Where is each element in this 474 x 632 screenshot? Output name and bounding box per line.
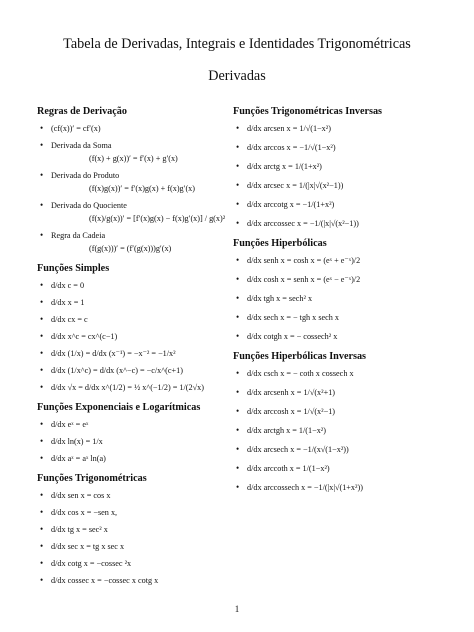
list-item [37, 230, 223, 254]
list-item [233, 180, 448, 191]
list-item [233, 482, 448, 493]
list-item [233, 368, 448, 379]
list-item [37, 297, 223, 308]
list-item [37, 436, 223, 447]
item-text: • d/dx arccoth x = 1/(1−x²) [247, 464, 330, 473]
item-text: • d/dx cosh x = senh x = (eˣ − e⁻ˣ)/2 [247, 275, 361, 284]
list-item [37, 575, 223, 586]
list-item [37, 382, 223, 393]
list-item [37, 280, 223, 291]
section-heading: Funções Hiperbólicas Inversas [233, 351, 367, 362]
section-heading: Funções Trigonométricas Inversas [233, 106, 383, 117]
item-text: • (cf(x))′ = cf′(x) [51, 124, 101, 133]
item-text: • d/dx x^c = cx^(c−1) [51, 332, 118, 341]
formula-list [37, 280, 223, 393]
list-item [233, 255, 448, 266]
item-text: • d/dx arccotg x = −1/(1+x²) [247, 200, 335, 209]
item-text: • d/dx sech x = − tgh x sech x [247, 313, 340, 322]
list-item [233, 312, 448, 323]
item-text: • d/dx arctgh x = 1/(1−x²) [247, 426, 326, 435]
list-item [37, 314, 223, 325]
left-column [37, 106, 226, 592]
right-column [233, 106, 448, 501]
item-text: • d/dx (1/x^c) = d/dx (x^−c) = −c/x^(c+1) [51, 366, 183, 375]
item-text: • d/dx cotgh x = − cossech² x [247, 332, 338, 341]
section-title: Derivadas [208, 68, 266, 84]
item-text: • d/dx arcsech x = −1/(x√(1−x²)) [247, 445, 349, 454]
list-item [233, 331, 448, 342]
formula-list [37, 419, 223, 464]
item-text: • Derivada do Produto [51, 171, 120, 180]
list-item [233, 161, 448, 172]
item-text: • d/dx aˣ = aˣ ln(a) [51, 454, 106, 463]
list-item [37, 348, 223, 359]
document-title: Tabela de Derivadas, Integrais e Identidades Trigonométricas [63, 36, 411, 52]
item-text: • d/dx arcsenh x = 1/√(x²+1) [247, 388, 336, 397]
item-text: • d/dx cos x = −sen x, [51, 508, 118, 517]
list-item [233, 274, 448, 285]
item-formula: (f(x)g(x))′ = f′(x)g(x) + f(x)g′(x) [89, 184, 195, 193]
section-heading: Funções Simples [37, 263, 110, 274]
formula-list [233, 123, 448, 229]
item-text: • d/dx arccossec x = −1/(|x|√(x²−1)) [247, 219, 359, 228]
list-item [37, 453, 223, 464]
item-formula: (f(x) + g(x))′ = f′(x) + g′(x) [89, 154, 178, 163]
list-item [37, 140, 223, 164]
item-text: • Derivada da Soma [51, 141, 112, 150]
item-text: • d/dx senh x = cosh x = (eˣ + e⁻ˣ)/2 [247, 256, 361, 265]
item-text: • d/dx (1/x) = d/dx (x⁻¹) = −x⁻² = −1/x² [51, 349, 176, 358]
item-text: • d/dx arccosh x = 1/√(x²−1) [247, 407, 336, 416]
item-formula: (f(x)/g(x))′ = [f′(x)g(x) − f(x)g′(x)] / g(x)² [89, 214, 226, 223]
item-text: • d/dx sen x = cos x [51, 491, 111, 500]
item-text: • d/dx arccossech x = −1/(|x|√(1+x²)) [247, 483, 363, 492]
list-item [233, 444, 448, 455]
list-item [37, 123, 223, 134]
item-text: • d/dx arctg x = 1/(1+x²) [247, 162, 322, 171]
item-text: • Derivada do Quociente [51, 201, 127, 210]
section-heading: Funções Hiperbólicas [233, 238, 327, 249]
item-text: • d/dx ln(x) = 1/x [51, 437, 103, 446]
item-text: • d/dx c = 0 [51, 281, 85, 290]
list-item [233, 387, 448, 398]
list-item [37, 170, 223, 194]
item-text: • d/dx cossec x = −cossec x cotg x [51, 576, 159, 585]
item-text: • Regra da Cadeia [51, 231, 106, 240]
list-item [37, 331, 223, 342]
formula-list [233, 255, 448, 342]
item-formula: (f(g(x)))′ = (f′(g(x)))g′(x) [89, 244, 172, 253]
item-text: • d/dx cotg x = −cossec ²x [51, 559, 132, 568]
item-text: • d/dx arccos x = −1/√(1−x²) [247, 143, 336, 152]
item-text: • d/dx sec x = tg x sec x [51, 542, 125, 551]
item-text: • d/dx csch x = − coth x cossech x [247, 369, 354, 378]
item-text: • d/dx arcsec x = 1/(|x|√(x²−1)) [247, 181, 344, 190]
list-item [37, 419, 223, 430]
item-text: • d/dx x = 1 [51, 298, 85, 307]
list-item [233, 199, 448, 210]
formula-list [37, 123, 226, 254]
item-text: • d/dx √x = d/dx x^(1/2) = ½ x^(−1/2) = 1/(2√x) [51, 383, 204, 392]
formula-list [233, 368, 448, 493]
list-item [233, 142, 448, 153]
section-heading: Regras de Derivação [37, 106, 127, 117]
list-item [37, 541, 223, 552]
list-item [37, 490, 223, 501]
item-text: • d/dx tgh x = sech² x [247, 294, 313, 303]
list-item [37, 365, 223, 376]
list-item [37, 524, 223, 535]
list-item [37, 558, 223, 569]
item-text: • d/dx tg x = sec² x [51, 525, 108, 534]
list-item [37, 507, 223, 518]
section-heading: Funções Exponenciais e Logarítmicas [37, 402, 201, 413]
page-number: 1 [234, 604, 240, 614]
formula-list [37, 490, 223, 586]
item-text: • d/dx cx = c [51, 315, 88, 324]
item-text: • d/dx arcsen x = 1/√(1−x²) [247, 124, 331, 133]
list-item [233, 123, 448, 134]
list-item [233, 463, 448, 474]
list-item [233, 218, 448, 229]
section-heading: Funções Trigonométricas [37, 473, 147, 484]
list-item [37, 200, 226, 224]
item-text: • d/dx eˣ = eˣ [51, 420, 89, 429]
list-item [233, 293, 448, 304]
list-item [233, 406, 448, 417]
list-item [233, 425, 448, 436]
